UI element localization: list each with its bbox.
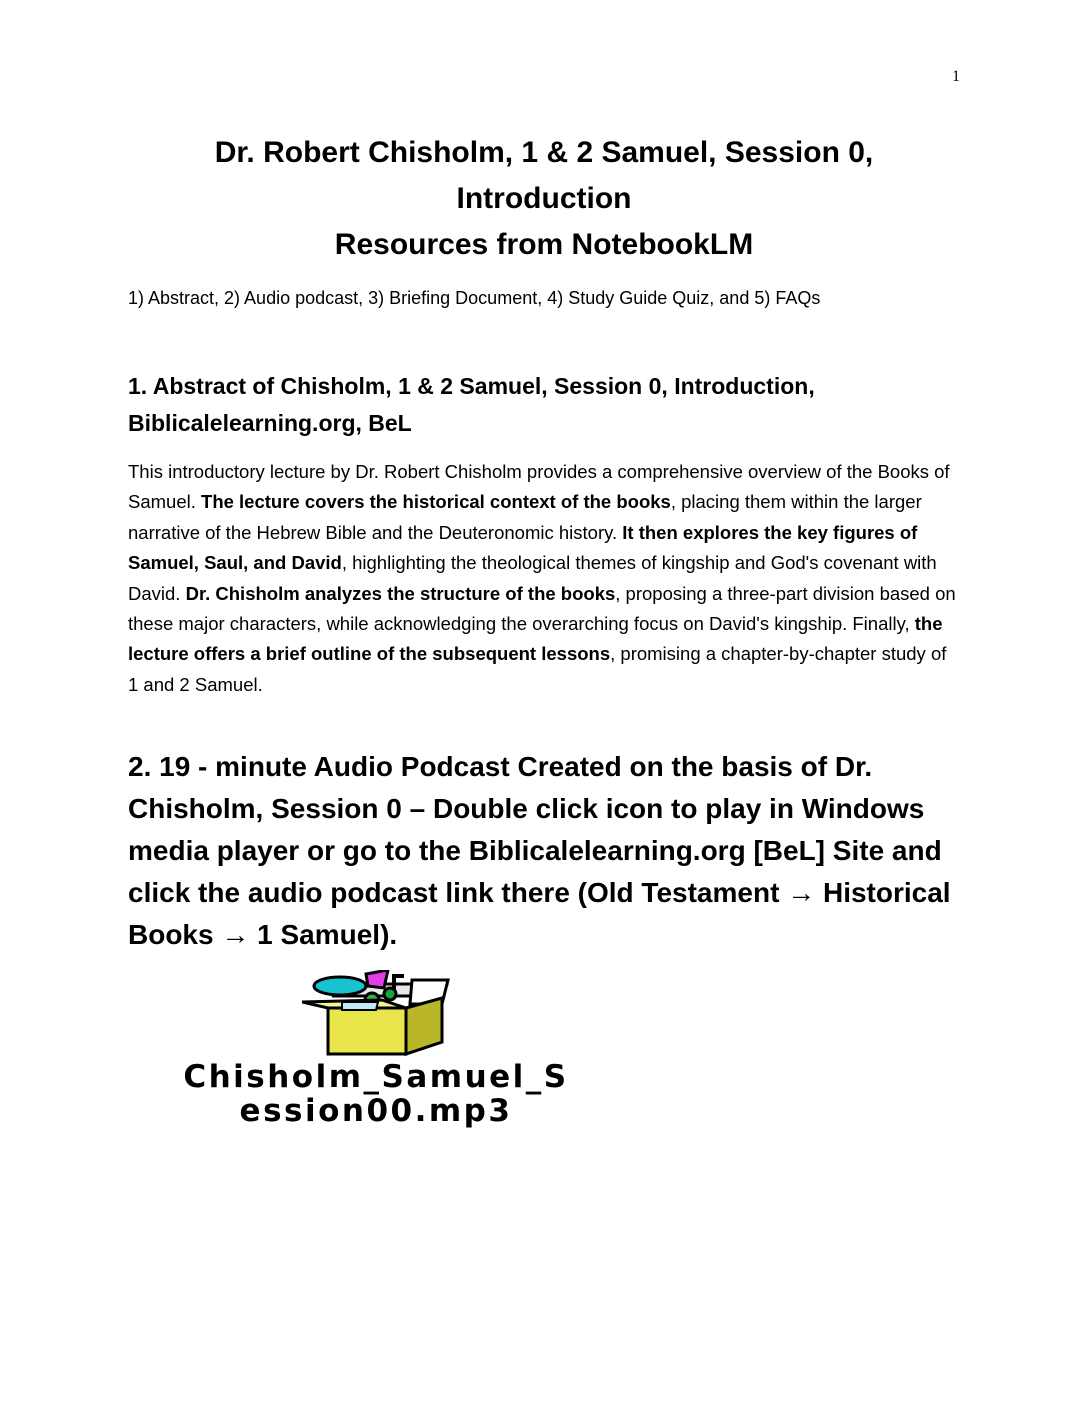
abstract-bold-1: The lecture covers the historical context of the books (201, 491, 671, 513)
abstract-text-5: , promising a chapter-by-chapter study of 1 and 2 Samuel. (128, 643, 947, 695)
document-title (128, 130, 960, 268)
attachment-filename (126, 1060, 626, 1128)
title-line-3: Resources from NotebookLM (334, 228, 754, 261)
filename-line-1: Chisholm_Samuel_S (183, 1059, 569, 1095)
title-line-1: Dr. Robert Chisholm, 1 & 2 Samuel, Session 0, (214, 136, 874, 169)
abstract-text-3: , highlighting the theological themes of kingship and God's covenant with David. (128, 552, 937, 604)
abstract-text-1: This introductory lecture by Dr. Robert Chisholm provides a comprehensive overview of the Books of Samuel. (128, 461, 950, 513)
abstract-bold-4: the lecture offers a brief outline of the subsequent lessons (128, 613, 943, 665)
abstract-text-2: , placing them within the larger narrative of the Hebrew Bible and the Deuteronomic history. (128, 491, 922, 543)
section-2-text-1: 2. 19 - minute Audio Podcast Created on the basis of Dr. Chisholm, Session 0 – Double click icon to play in Windows media player or go to the Biblicalelearning.org [BeL] Site and click the audio podcast link there (Old Testament (128, 751, 942, 908)
arrow-right-icon: → (221, 919, 250, 950)
audio-attachment[interactable] (126, 970, 626, 1140)
abstract-bold-3: Dr. Chisholm analyzes the structure of the books (185, 582, 616, 604)
filename-line-2: ession00.mp3 (239, 1093, 513, 1129)
title-line-2: Introduction (456, 182, 632, 215)
section-2-text-2: Historical Books (128, 877, 951, 950)
arrow-right-icon: → (787, 877, 816, 908)
abstract-paragraph (128, 457, 960, 700)
section-1-heading: 1. Abstract of Chisholm, 1 & 2 Samuel, Session 0, Introduction, Biblicalelearning.org, BeL (128, 373, 815, 436)
section-2-text-3: 1 Samuel). (249, 919, 398, 950)
page-number: 1 (952, 68, 960, 85)
contents-list: 1) Abstract, 2) Audio podcast, 3) Briefing Document, 4) Study Guide Quiz, and 5) FAQs (128, 288, 821, 308)
section-2-heading (128, 746, 978, 956)
abstract-text-4: , proposing a three-part division based on these major characters, while acknowledging the overarching focus on David's kingship. Finally, (128, 582, 956, 635)
abstract-bold-2: It then explores the key figures of Samuel, Saul, and David (128, 521, 918, 574)
package-icon (302, 970, 452, 1058)
